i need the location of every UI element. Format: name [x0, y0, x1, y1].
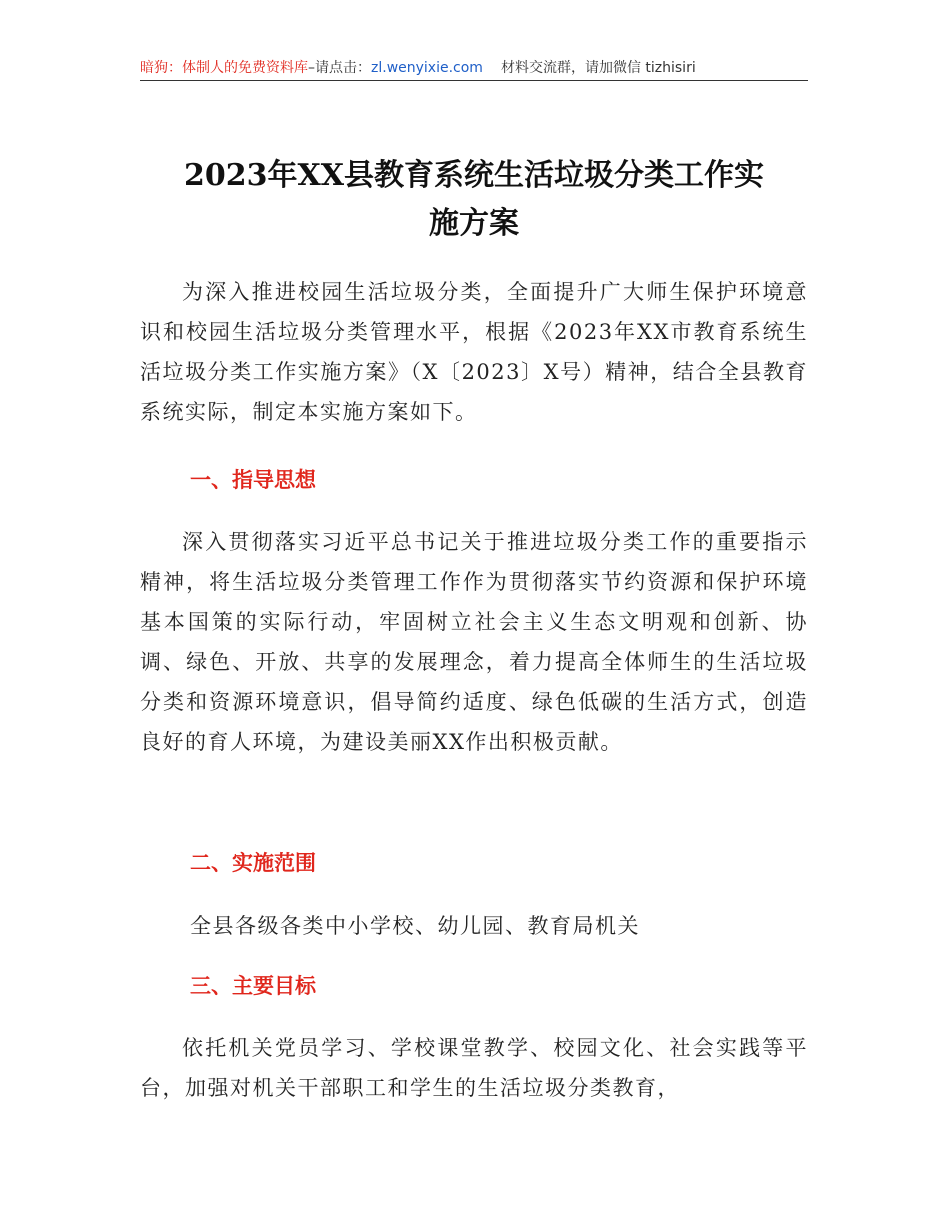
section-heading-guiding-thought: 一、指导思想	[190, 468, 316, 492]
section-heading-main-goals: 三、主要目标	[190, 974, 316, 998]
page-header	[140, 58, 808, 81]
header-group-info: 材料交流群，请加微信 tizhisiri	[500, 60, 696, 76]
header-brand: 暗狗：体制人的免费资料库	[140, 60, 308, 76]
document-title-line-1: 2023年XX县教育系统生活垃圾分类工作实	[183, 158, 765, 193]
header-url-link[interactable]: zl.wenyixie.com	[371, 60, 483, 76]
section-body-scope: 全县各级各类中小学校、幼儿园、教育局机关	[190, 914, 640, 938]
section-heading-scope: 二、实施范围	[190, 851, 316, 875]
document-title-line-2: 施方案	[429, 206, 519, 241]
section-body-main-goals: 依托机关党员学习、学校课堂教学、校园文化、社会实践等平台，加强对机关干部职工和学生的生活垃圾分类教育，	[140, 1036, 808, 1100]
intro-paragraph: 为深入推进校园生活垃圾分类，全面提升广大师生保护环境意识和校园生活垃圾分类管理水平，根据《2023年XX市教育系统生活垃圾分类工作实施方案》（X〔2023〕X号）精神，结合全县教育系统实际，制定本实施方案如下。	[140, 280, 808, 424]
header-click-prompt: –请点击：	[308, 60, 371, 76]
section-body-guiding-thought: 深入贯彻落实习近平总书记关于推进垃圾分类工作的重要指示精神，将生活垃圾分类管理工作作为贯彻落实节约资源和保护环境基本国策的实际行动，牢固树立社会主义生态文明观和创新、协调、绿色、开放、共享的发展理念，着力提高全体师生的生活垃圾分类和资源环境意识，倡导简约适度、绿色低碳的生活方式，创造良好的育人环境，为建设美丽XX作出积极贡献。	[140, 530, 808, 754]
